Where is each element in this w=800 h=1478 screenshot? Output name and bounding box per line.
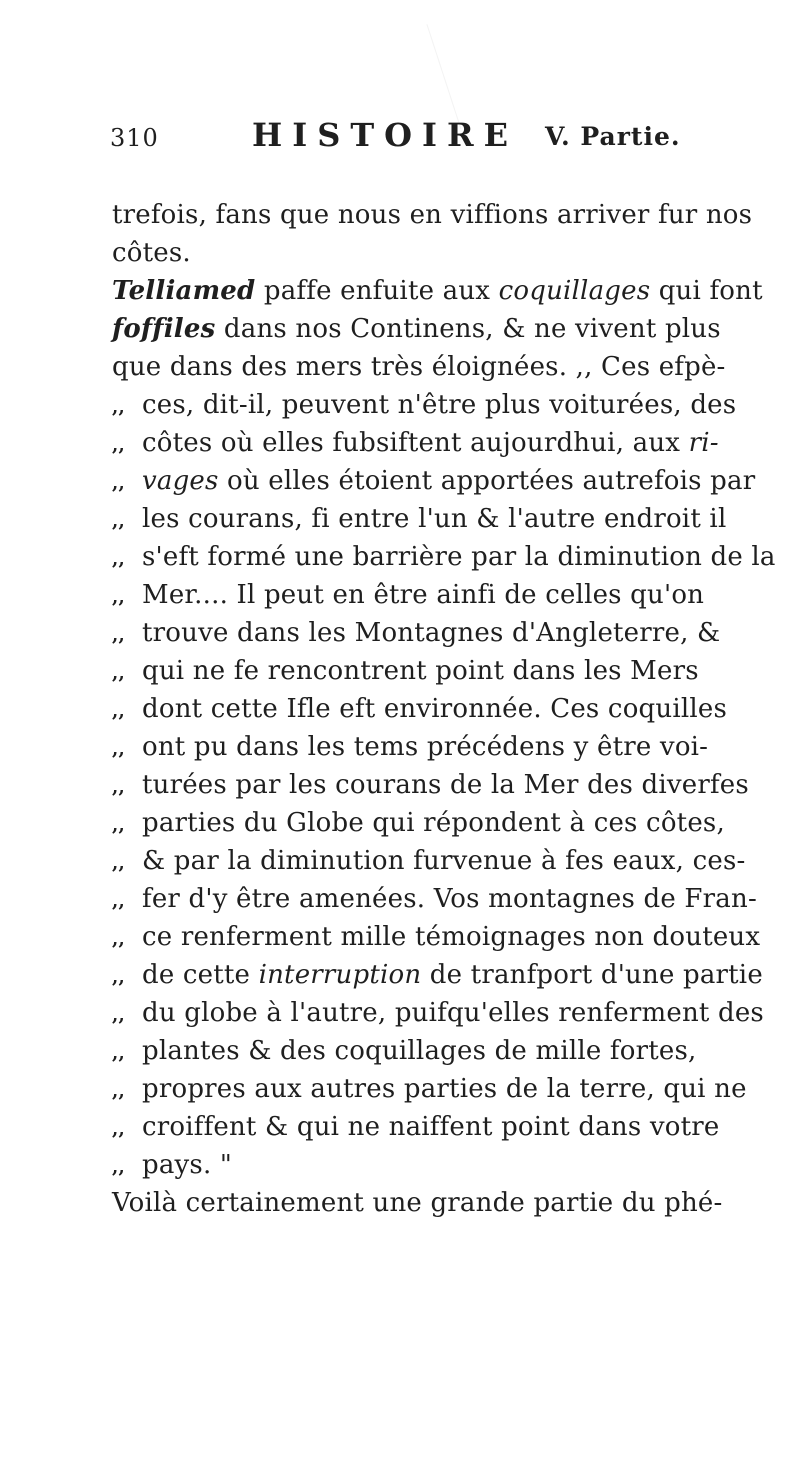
text-line: ,, croiffent & qui ne naiffent point dans votre [112, 1112, 720, 1142]
text-line: ,, vages où elles étoient apportées autrefois par [112, 466, 756, 496]
paper-crease [426, 0, 594, 129]
text-line: ,, de cette interruption de tranfport d'une partie [112, 960, 763, 990]
part-label: V. Partie. [545, 122, 681, 151]
text-line: ,, ce renferment mille témoignages non douteux [112, 922, 761, 952]
text-line: ,, & par la diminution furvenue à fes eaux, ces- [112, 846, 746, 876]
text-line: ,, qui ne fe rencontrent point dans les Mers [112, 656, 699, 686]
text-line: foffiles dans nos Continens, & ne vivent plus [112, 314, 721, 344]
text-line: que dans des mers très éloignées. ,, Ces efpè- [112, 352, 726, 382]
text-line: ,, ont pu dans les tems précédens y être voi- [112, 732, 709, 762]
text-line: ,, côtes où elles fubsiftent aujourdhui, aux ri- [112, 428, 719, 458]
text-line: côtes. [112, 238, 191, 268]
text-line: ,, les courans, fi entre l'un & l'autre endroit il [112, 504, 727, 534]
text-line: Telliamed paffe enfuite aux coquillages qui font [112, 276, 763, 306]
text-line: Voilà certainement une grande partie du phé- [112, 1188, 723, 1218]
text-line: ,, plantes & des coquillages de mille fortes, [112, 1036, 697, 1066]
text-line: ,, Mer.... Il peut en être ainfi de celles qu'on [112, 580, 705, 610]
text-line: ,, turées par les courans de la Mer des diverfes [112, 770, 749, 800]
text-line: ,, s'eft formé une barrière par la diminution de la [112, 542, 776, 572]
page-header [110, 116, 700, 156]
running-title: HISTOIRE [252, 116, 518, 154]
text-line: ,, ces, dit-il, peuvent n'être plus voiturées, des [112, 390, 737, 420]
text-line: ,, pays. " [112, 1150, 233, 1180]
page-number: 310 [110, 124, 159, 152]
text-line: ,, trouve dans les Montagnes d'Angleterre, & [112, 618, 721, 648]
text-line: ,, propres aux autres parties de la terre, qui ne [112, 1074, 747, 1104]
text-line: ,, parties du Globe qui répondent à ces côtes, [112, 808, 725, 838]
text-line: trefois, fans que nous en viffions arriver fur nos [112, 200, 753, 230]
text-line: ,, du globe à l'autre, puifqu'elles renferment des [112, 998, 764, 1028]
text-line: ,, fer d'y être amenées. Vos montagnes de Fran- [112, 884, 757, 914]
text-line: ,, dont cette Ifle eft environnée. Ces coquilles [112, 694, 728, 724]
